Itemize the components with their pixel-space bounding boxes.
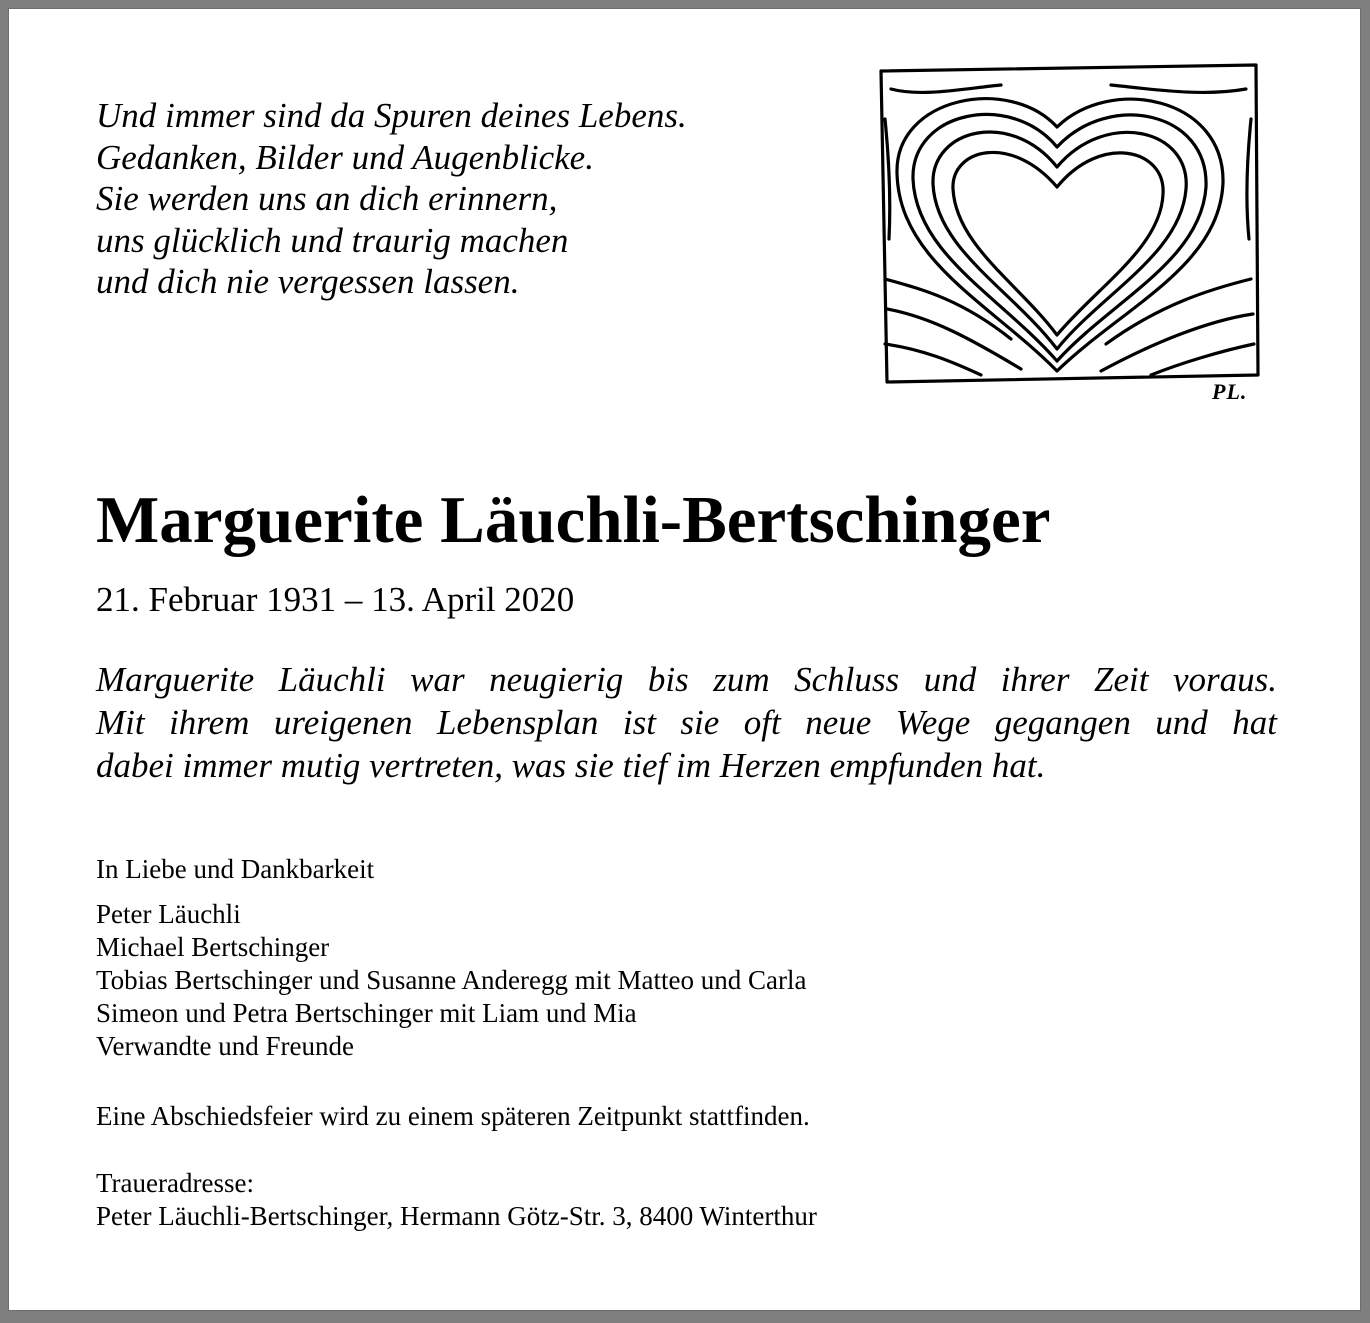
farewell-notice: Eine Abschiedsfeier wird zu einem späteren Zeitpunkt stattfinden. bbox=[96, 1101, 810, 1131]
life-dates: 21. Februar 1931 – 13. April 2020 bbox=[96, 580, 575, 619]
poem-line: uns glücklich und traurig machen bbox=[96, 220, 569, 260]
address-value: Peter Läuchli-Bertschinger, Hermann Götz-Str. 3, 8400 Winterthur bbox=[96, 1201, 817, 1231]
mourning-address bbox=[96, 1167, 817, 1233]
poem-line: und dich nie vergessen lassen. bbox=[96, 262, 520, 301]
tribute-line: Marguerite Läuchli war neugierig bis zum Schluss und ihrer Zeit voraus. bbox=[96, 660, 1277, 699]
mourners-intro: In Liebe und Dankbarkeit bbox=[96, 854, 375, 884]
mourner-name: Michael Bertschinger bbox=[96, 932, 330, 962]
address-label: Traueradresse: bbox=[96, 1168, 254, 1198]
tribute-text bbox=[96, 658, 1277, 787]
mourner-name: Tobias Bertschinger und Susanne Anderegg mit Matteo und Carla bbox=[96, 965, 807, 995]
artwork-signature: PL. bbox=[1212, 379, 1248, 404]
tribute-line: dabei immer mutig vertreten, was sie tief im Herzen empfunden hat. bbox=[96, 746, 1046, 785]
deceased-name: Marguerite Läuchli-Bertschinger bbox=[96, 483, 1051, 557]
poem-line: Sie werden uns an dich erinnern, bbox=[96, 179, 558, 218]
poem bbox=[96, 95, 816, 303]
poem-line: Gedanken, Bilder und Augenblicke. bbox=[96, 137, 594, 177]
poem-line: Und immer sind da Spuren deines Lebens. bbox=[96, 96, 687, 135]
mourner-name: Verwandte und Freunde bbox=[96, 1031, 354, 1061]
obituary-page bbox=[9, 9, 1360, 1310]
mourner-name: Peter Läuchli bbox=[96, 899, 241, 929]
mourners-list bbox=[96, 898, 806, 1063]
tribute-line: Mit ihrem ureigenen Lebensplan ist sie oft neue Wege gegangen und hat bbox=[96, 703, 1277, 742]
mourner-name: Simeon und Petra Bertschinger mit Liam und Mia bbox=[96, 998, 637, 1028]
heart-drawing-icon bbox=[861, 49, 1266, 419]
